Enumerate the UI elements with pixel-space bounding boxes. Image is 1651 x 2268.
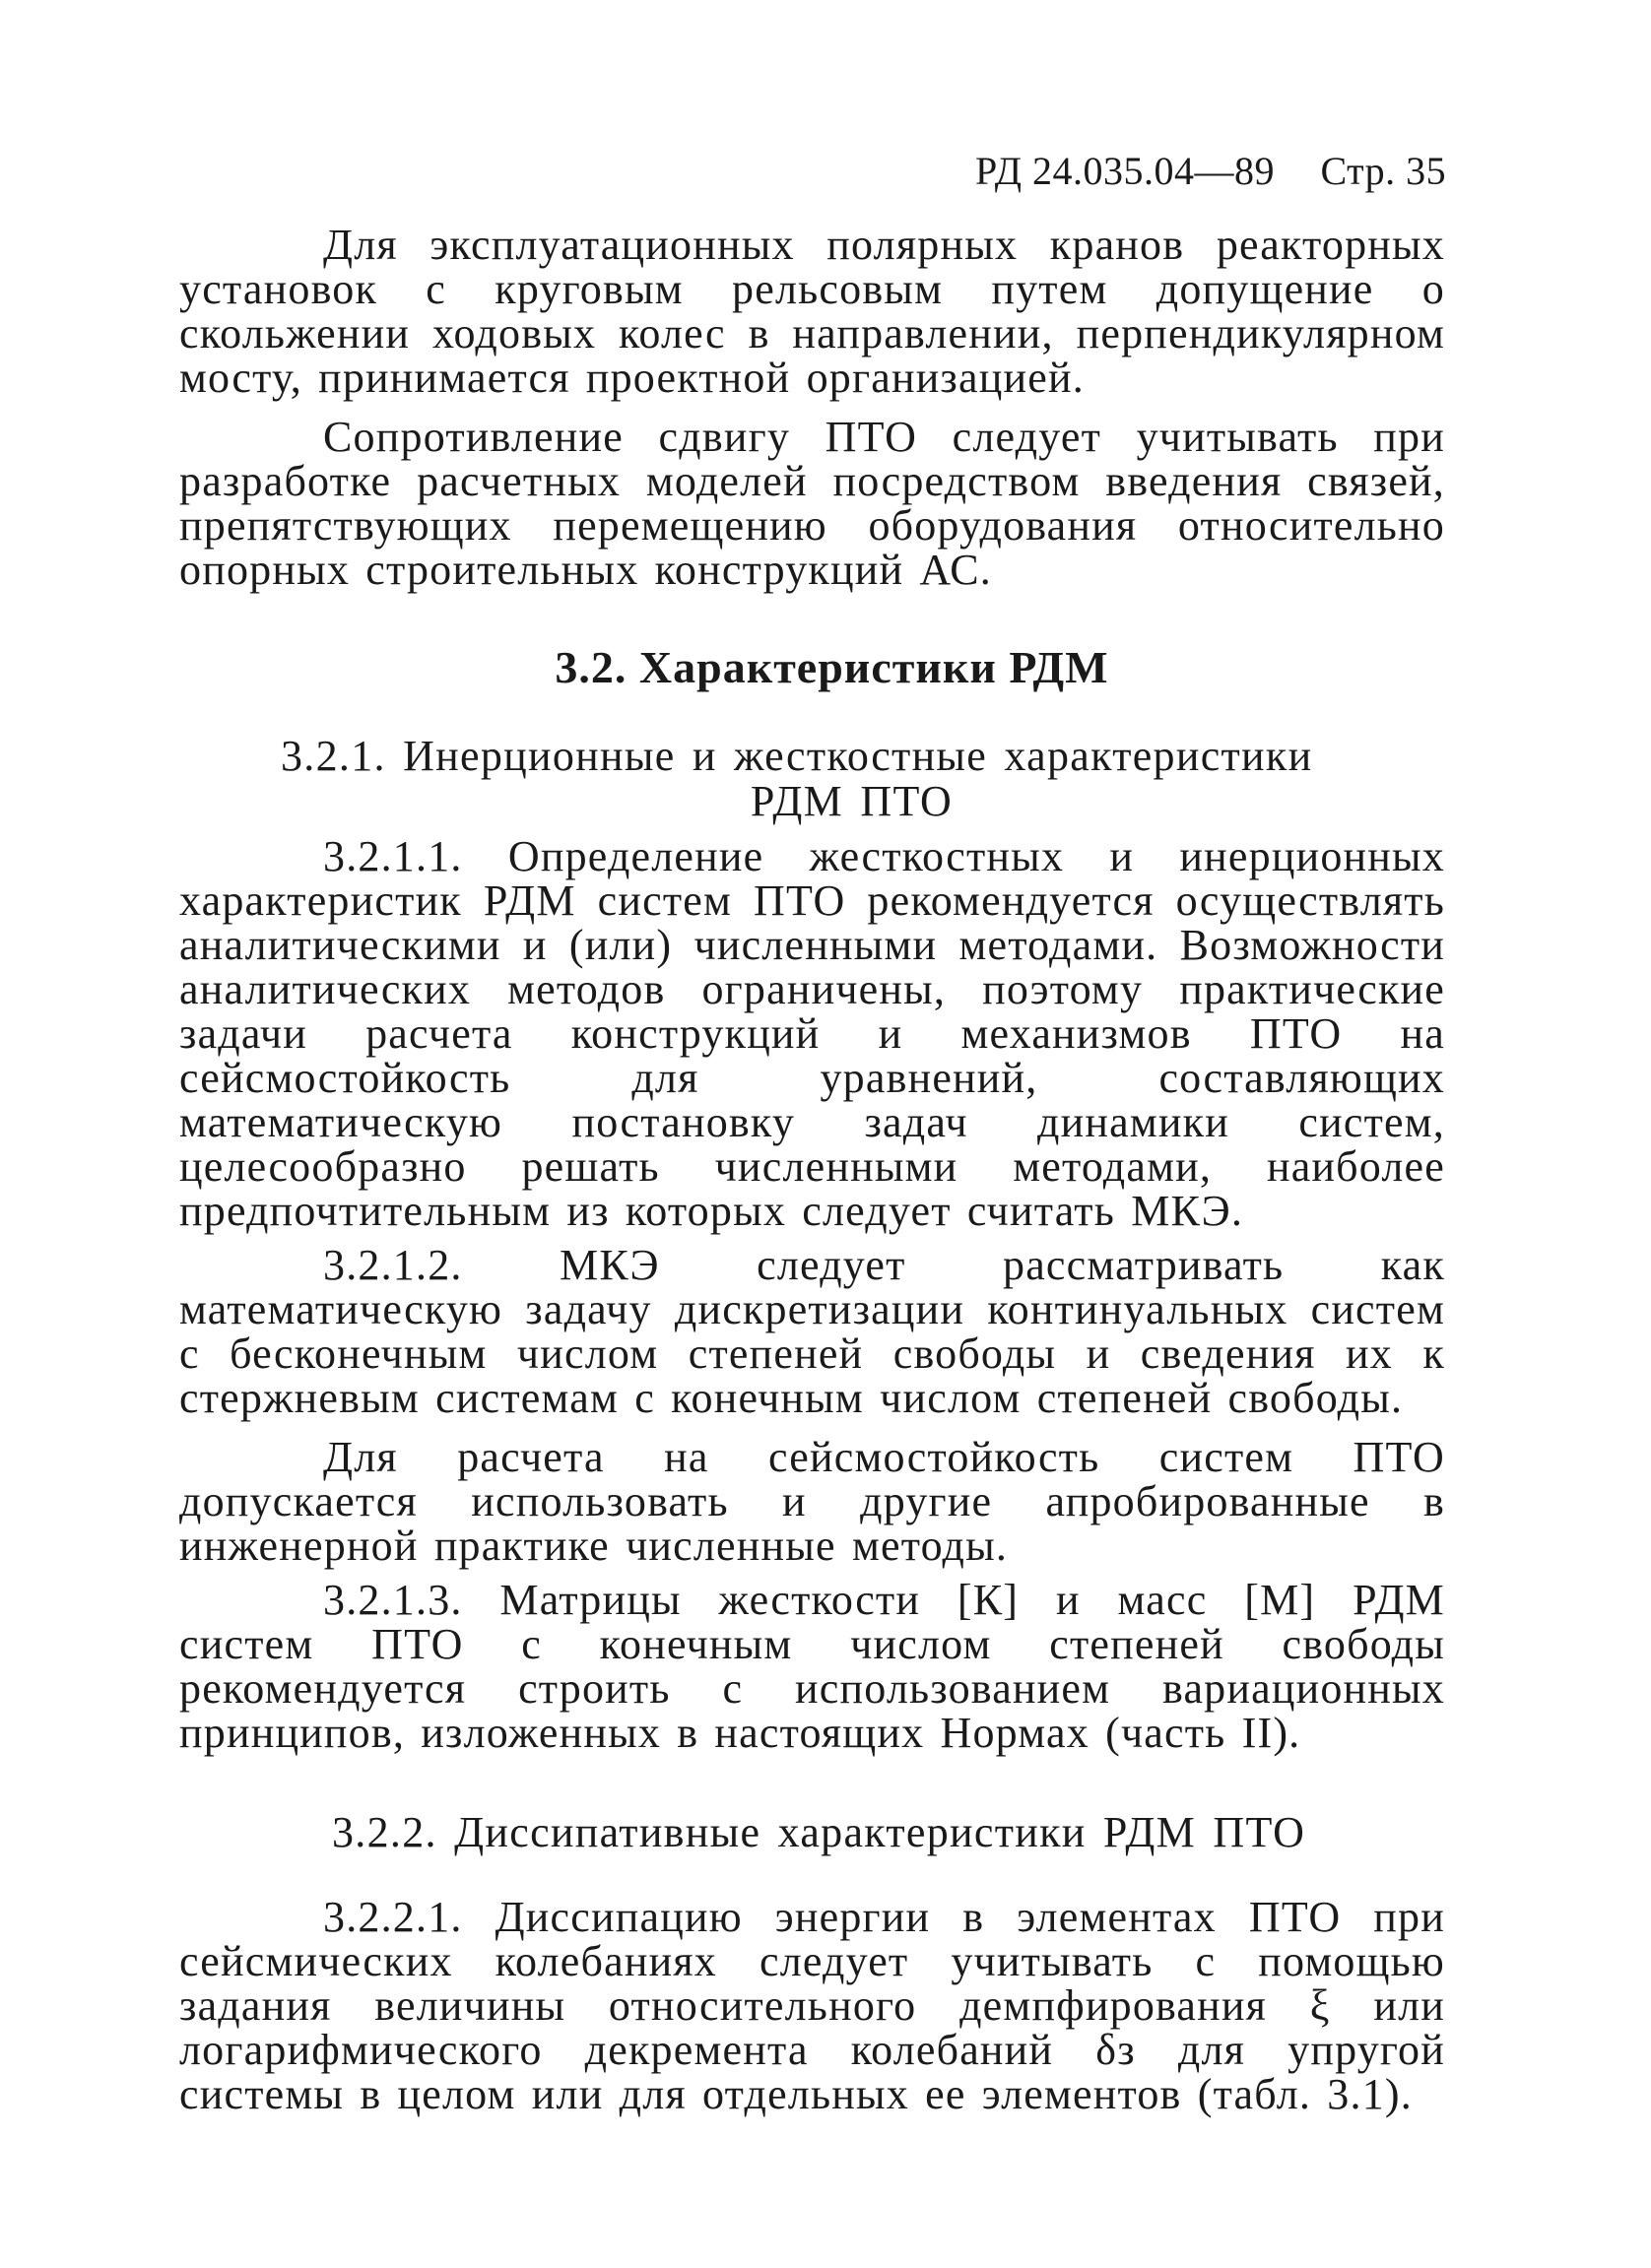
subsection-heading-3-2-1-line1: 3.2.1. Инерционные и жесткостные характеристики xyxy=(281,732,1313,780)
paragraph-other-methods: Для расчета на сейсмостойкость систем ПТО допускается использовать и другие апробированные в инженерной практике численные методы. xyxy=(179,1433,1445,1570)
paragraph-polar-cranes: Для эксплуатационных полярных кранов реакторных установок с круговым рельсовым путем допущение о скольжении ходовых колес в направлении, перпендикулярном мосту, принимается проектной организацией. xyxy=(179,221,1445,402)
paragraph-3-2-1-2: 3.2.1.2. МКЭ следует рассматривать как математическую задачу дискретизации континуальных систем с бесконечным числом степеней свободы и сведения их к стержневым системам с конечным числом степеней свободы. xyxy=(179,1241,1445,1422)
paragraph-shear-resistance: Сопротивление сдвигу ПТО следует учитывать при разработке расчетных моделей посредством введения связей, препятствующих перемещению оборудования относительно опорных строительных конструкций АС. xyxy=(179,413,1445,594)
page-header xyxy=(975,148,1446,194)
document-code: РД 24.035.04—89 xyxy=(975,149,1276,193)
paragraph-3-2-2-1: 3.2.2.1. Диссипацию энергии в элементах ПТО при сейсмических колебаниях следует учитывать с помощью задания величины относительного демпфирования ξ или логарифмического декремента колебаний δз для упругой системы в целом или для отдельных ее элементов (табл. 3.1). xyxy=(179,1893,1445,2118)
section-heading-3-2: 3.2. Характеристики РДМ xyxy=(555,642,1109,692)
page-body xyxy=(179,223,1445,2116)
page-number: Стр. 35 xyxy=(1320,149,1447,193)
subsection-heading-3-2-2: 3.2.2. Диссипативные характеристики РДМ ПТО xyxy=(332,1808,1306,1856)
subsection-heading-3-2-1-line2: РДМ ПТО xyxy=(750,777,954,825)
paragraph-3-2-1-3: 3.2.1.3. Матрицы жесткости [К] и масс [М] РДМ систем ПТО с конечным числом степеней свободы рекомендуется строить с использованием вариационных принципов, изложенных в настоящих Нормах (часть II). xyxy=(179,1576,1445,1757)
paragraph-3-2-1-1: 3.2.1.1. Определение жесткостных и инерционных характеристик РДМ систем ПТО рекомендуется осуществлять аналитическими и (или) численными методами. Возможности аналитических методов ограничены, поэтому практические задачи расчета конструкций и механизмов ПТО на сейсмостойкость для уравнений, составляющих математическую постановку задач динамики систем, целесообразно решать численными методами, наиболее предпочтительным из которых следует считать МКЭ. xyxy=(179,832,1445,1235)
